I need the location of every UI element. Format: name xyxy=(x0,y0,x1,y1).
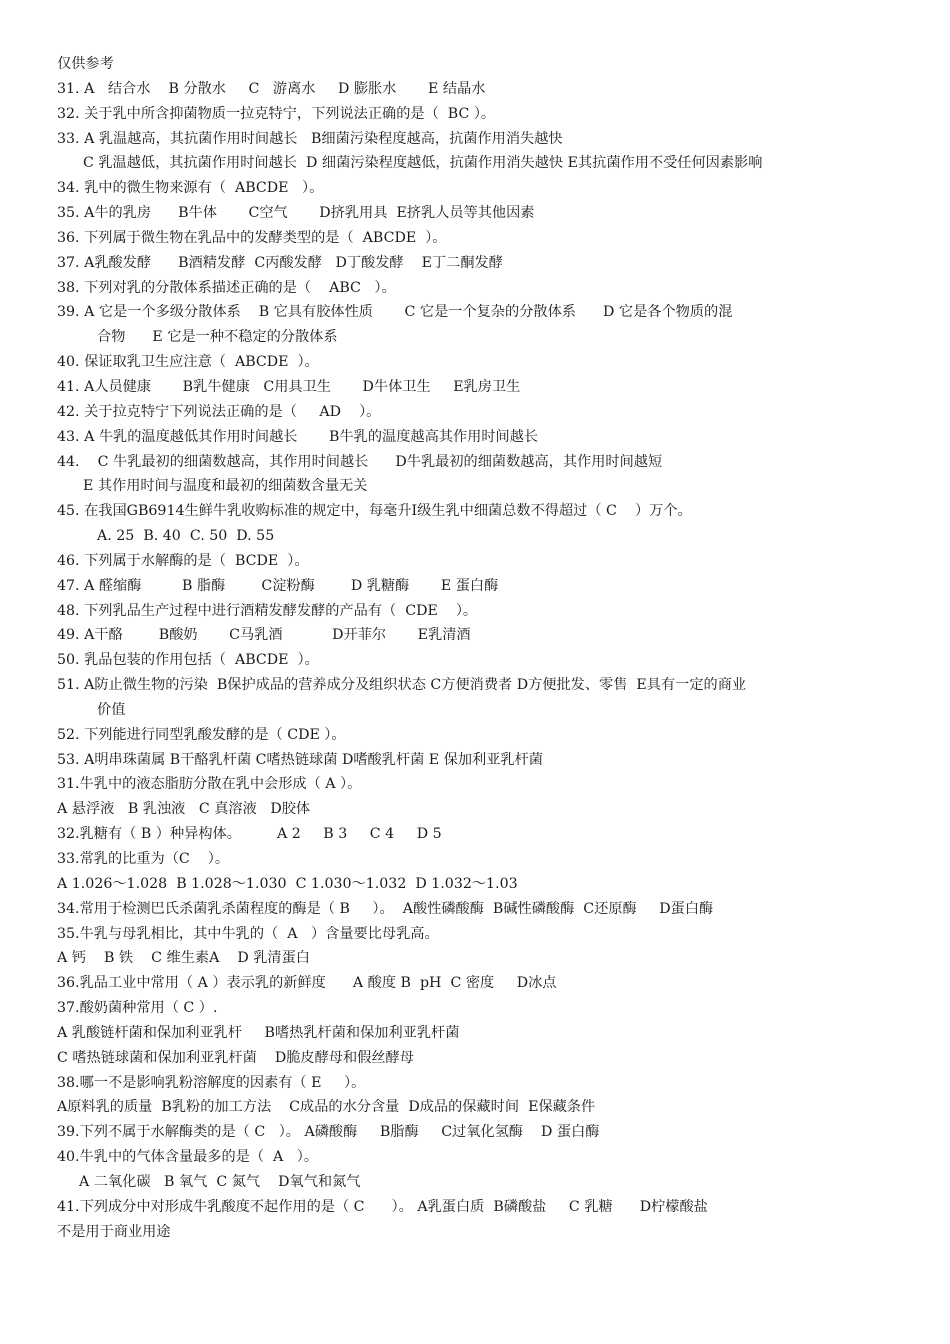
text-line: 45. 在我国GB6914生鲜牛乳收购标准的规定中，每毫升Ⅰ级生乳中细菌总数不得超过（ C ）万个。 xyxy=(57,503,692,520)
text-line: 37.酸奶菌种常用（ C ）. xyxy=(57,1000,218,1017)
text-line: 不是用于商业用途 xyxy=(57,1223,171,1240)
text-line: 51. A防止微生物的污染 B保护成品的营养成分及组织状态 C方便消费者 D方便批发、零售 E具有一定的商业 xyxy=(57,677,747,694)
text-line: 42. 关于拉克特宁下列说法正确的是（ AD ）。 xyxy=(57,403,381,420)
text-line: 价值 xyxy=(97,701,126,718)
text-line: 36. 下列属于微生物在乳品中的发酵类型的是（ ABCDE ）。 xyxy=(57,229,447,246)
text-line: A. 25 B. 40 C. 50 D. 55 xyxy=(97,528,275,545)
question-list xyxy=(57,77,910,1245)
text-line: 39. A 它是一个多级分散体系 B 它具有胶体性质 C 它是一个复杂的分散体系 D 它是各个物质的混 xyxy=(57,304,733,321)
text-line: 34. 乳中的微生物来源有（ ABCDE ）。 xyxy=(57,180,324,197)
text-line: 34.常用于检测巴氏杀菌乳杀菌程度的酶是（ B ）。 A酸性磷酸酶 B碱性磷酸酶 C还原酶 D蛋白酶 xyxy=(57,900,714,917)
text-line: 44. C 牛乳最初的细菌数越高，其作用时间越长 D牛乳最初的细菌数越高，其作用时间越短 xyxy=(57,453,663,470)
text-line: 40. 保证取乳卫生应注意（ ABCDE ）。 xyxy=(57,354,319,371)
text-line: C 嗜热链球菌和保加利亚乳杆菌 D脆皮酵母和假丝酵母 xyxy=(57,1049,414,1066)
text-line: 31. A 结合水 B 分散水 C 游离水 D 膨胀水 E 结晶水 xyxy=(57,80,486,97)
text-line: A 1.026～1.028 B 1.028～1.030 C 1.030～1.032 D 1.032～1.03 xyxy=(57,875,518,892)
text-line: 35.牛乳与母乳相比，其中牛乳的（ A ）含量要比母乳高。 xyxy=(57,925,439,942)
text-line: 41. A人员健康 B乳牛健康 C用具卫生 D牛体卫生 E乳房卫生 xyxy=(57,378,521,395)
text-line: 43. A 牛乳的温度越低其作用时间越长 B牛乳的温度越高其作用时间越长 xyxy=(57,428,539,445)
text-line: 33.常乳的比重为（C ）。 xyxy=(57,851,230,867)
text-line: A 钙 B 铁 C 维生素A D 乳清蛋白 xyxy=(57,950,310,967)
text-line: 40.牛乳中的气体含量最多的是（ A ）。 xyxy=(57,1149,319,1166)
text-line: 48. 下列乳品生产过程中进行酒精发酵发酵的产品有（ CDE ）。 xyxy=(57,602,478,619)
text-line: 32.乳糖有（ B ）种异构体。 A 2 B 3 C 4 D 5 xyxy=(57,826,442,843)
text-line: 38. 下列对乳的分散体系描述正确的是（ ABC ）。 xyxy=(57,279,396,296)
page-header: 仅供参考 xyxy=(57,56,114,72)
text-line: 50. 乳品包装的作用包括（ ABCDE ）。 xyxy=(57,652,319,669)
text-line: 47. A 醛缩酶 B 脂酶 C淀粉酶 D 乳糖酶 E 蛋白酶 xyxy=(57,577,499,594)
text-line: 52. 下列能进行同型乳酸发酵的是（ CDE ）。 xyxy=(57,726,346,743)
text-line: 33. A 乳温越高，其抗菌作用时间越长 B细菌污染程度越高，抗菌作用消失越快 xyxy=(57,130,563,147)
text-line: 31.牛乳中的液态脂肪分散在乳中会形成（ A ）。 xyxy=(57,776,362,793)
text-line: 32. 关于乳中所含抑菌物质一拉克特宁，下列说法正确的是（ BC ）。 xyxy=(57,105,496,122)
text-line: 49. A干酪 B酸奶 C马乳酒 D开菲尔 E乳清酒 xyxy=(57,627,471,644)
text-line: 39.下列不属于水解酶类的是（ C ）。 A磷酸酶 B脂酶 C过氧化氢酶 D 蛋白酶 xyxy=(57,1124,600,1141)
text-line: A 二氧化碳 B 氧气 C 氮气 D氧气和氮气 xyxy=(79,1173,361,1190)
text-line: 35. A牛的乳房 B牛体 C空气 D挤乳用具 E挤乳人员等其他因素 xyxy=(57,205,535,222)
text-line: E 其作用时间与温度和最初的细菌数含量无关 xyxy=(83,478,368,495)
text-line: 41.下列成分中对形成牛乳酸度不起作用的是（ C ）。 A乳蛋白质 B磷酸盐 C 乳糖 D柠檬酸盐 xyxy=(57,1198,708,1215)
text-line: 38.哪一不是影响乳粉溶解度的因素有（ E ）。 xyxy=(57,1074,366,1091)
text-line: 53. A明串珠菌属 B干酪乳杆菌 C嗜热链球菌 D嗜酸乳杆菌 E 保加利亚乳杆菌 xyxy=(57,751,543,768)
text-line: 合物 E 它是一种不稳定的分散体系 xyxy=(97,329,338,346)
text-line: A原料乳的质量 B乳粉的加工方法 C成品的水分含量 D成品的保藏时间 E保藏条件 xyxy=(57,1099,596,1116)
text-line: 37. A乳酸发酵 B酒精发酵 C丙酸发酵 D丁酸发酵 E丁二酮发酵 xyxy=(57,254,503,271)
text-line: A 乳酸链杆菌和保加利亚乳杆 B嗜热乳杆菌和保加利亚乳杆菌 xyxy=(57,1024,460,1041)
text-line: C 乳温越低，其抗菌作用时间越长 D 细菌污染程度越低，抗菌作用消失越快 E其抗菌作用不受任何因素影响 xyxy=(83,155,763,172)
text-line: 46. 下列属于水解酶的是（ BCDE ）。 xyxy=(57,552,309,569)
text-line: A 悬浮液 B 乳浊液 C 真溶液 D胶体 xyxy=(57,801,311,818)
text-line: 36.乳品工业中常用（ A ）表示乳的新鲜度 A 酸度 B pH C 密度 D冰点 xyxy=(57,975,557,992)
